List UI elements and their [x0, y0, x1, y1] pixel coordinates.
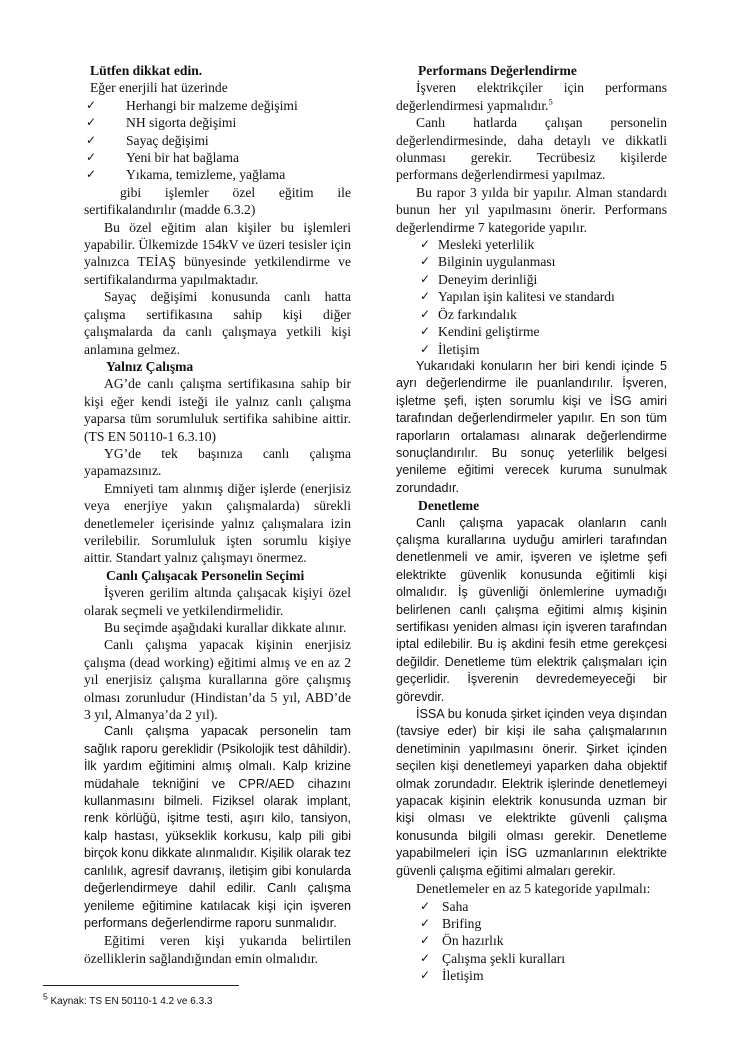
list-item: ✓ Sayaç değişimi: [85, 132, 209, 148]
list-item: ✓ Brifing: [419, 915, 482, 931]
paragraph: Canlı çalışma yapacak personelin tam sağlık raporu gereklidir (Psikolojik test dâhildir). İlk yardım eğitimini almış olmalı. Kalp krizine müdahale tekniğini ve CPR/AED cihazını kullanmasını bilmeli. Fiziksel olarak implant, renk körlüğü, işitme testi, aşırı kilo, tansiyon, kalp hastası, yükseklik korkusu, kalp pili gibi birçok konu dikkate alınmalıdır. Kişilik olarak tez canlılık, agresif davranış, iletişim gibi konularda değerlendirmeye dahil edilir. Canlı çalışma yenileme eğitimine katılacak kişi için işveren performans değerlendirme raporu sunmalıdır.: [84, 724, 351, 930]
paragraph: Denetlemeler en az 5 kategoride yapılmalı:: [416, 881, 651, 897]
paragraph: Canlı çalışma yapacak kişinin enerjisiz çalışma (dead working) eğitimi almış ve en az 2 yıl enerjisiz çalışma kurallarına göre çalışmış olması zorunludur (Hindistan’da 5 yıl, ABD’de 3 yıl, Almanya’da 2 yıl).: [84, 637, 351, 723]
list-item: ✓ Bilginin uygulanması: [419, 254, 556, 270]
paragraph: Canlı hatlarda çalışan personelin değerlendirmesinde, daha detaylı ve dikkatli olunması gerekir. Tecrübesiz kişilerde performans değerlendirmesi yapılmaz.: [396, 115, 667, 183]
checkmark-icon: ✓: [85, 150, 97, 165]
footnote-text: Kaynak: TS EN 50110-1 4.2 ve 6.3.3: [50, 996, 213, 1007]
checkmark-icon: ✓: [419, 933, 431, 948]
checkmark-icon: ✓: [85, 167, 97, 182]
list-item: ✓ Mesleki yeterlilik: [419, 237, 535, 253]
paragraph: AG’de canlı çalışma sertifikasına sahip bir kişi eğer kendi isteği ile yalnız canlı çalışma yaparsa tüm sorumluluk sertifika sahibine aittir. (TS EN 50110-1 6.3.10): [84, 376, 351, 444]
list-item: ✓ İletişim: [419, 341, 480, 357]
checkmark-icon: ✓: [419, 950, 431, 965]
paragraph: Emniyeti tam alınmış diğer işlerde (enerjisiz veya enerjiye yakın çalışmalarda) sürekli denetlemeler içerisinde yalnız çalışmalara izin verilebilir. Sorumluluk işten sorumlu kişiye aittir. Standart yalnız çalışmayı önermez.: [84, 480, 351, 566]
checkmark-icon: ✓: [419, 271, 431, 286]
footnote-ref[interactable]: 5: [548, 96, 553, 107]
list-item: ✓ Ön hazırlık: [419, 933, 504, 949]
attention-heading: Lütfen dikkat edin.: [90, 63, 203, 78]
section-heading: Yalnız Çalışma: [106, 358, 194, 374]
list-item: ✓ İletişim: [419, 968, 484, 984]
list-item: ✓ Kendini geliştirme: [419, 324, 540, 340]
list-item: ✓ Çalışma şekli kuralları: [419, 950, 566, 966]
list-item: ✓ Deneyim derinliği: [419, 271, 538, 287]
footnote-number: 5: [43, 991, 48, 1002]
checkmark-icon: ✓: [419, 306, 431, 321]
paragraph: YG’de tek başınıza canlı çalışma yapamazsınız.: [84, 445, 351, 479]
paragraph: gibi işlemler özel eğitim ile sertifikalandırılır (madde 6.3.2): [84, 184, 351, 218]
checkmark-icon: ✓: [419, 289, 431, 304]
checkmark-icon: ✓: [419, 915, 431, 930]
paragraph: Eğitimi veren kişi yukarıda belirtilen özelliklerin sağlandığından emin olmalıdır.: [84, 933, 351, 966]
list-item: ✓ Herhangi bir malzeme değişimi: [85, 97, 298, 113]
checkmark-icon: ✓: [419, 341, 431, 356]
checkmark-icon: ✓: [85, 132, 97, 147]
list-item: ✓ Öz farkındalık: [419, 306, 517, 322]
left-column: [84, 62, 351, 967]
checkmark-icon: ✓: [419, 898, 431, 913]
paragraph: Bu seçimde aşağıdaki kurallar dikkate alınır.: [104, 620, 347, 635]
list-item: ✓ Yapılan işin kalitesi ve standardı: [419, 289, 615, 305]
list-item: ✓ NH sigorta değişimi: [85, 115, 237, 131]
footnote-divider: [43, 985, 239, 986]
paragraph: İşveren gerilim altında çalışacak kişiyi özel olarak seçmeli ve yetkilendirmelidir.: [84, 585, 351, 618]
attention-list: [84, 97, 351, 184]
checkmark-icon: ✓: [419, 968, 431, 983]
list-item: ✓ Yeni bir hat bağlama: [85, 150, 240, 166]
control-list: [396, 898, 667, 985]
checkmark-icon: ✓: [419, 254, 431, 269]
paragraph: Bu özel eğitim alan kişiler bu işlemleri yapabilir. Ülkemizde 154kV ve üzeri tesisler için yalnızca TEİAŞ bünyesinde yetkilendirme ve sertifikalandırma yapılmaktadır.: [84, 219, 351, 287]
paragraph: Yukarıdaki konuların her biri kendi içinde 5 ayrı değerlendirme ile puanlandırılır. İşveren, işletme şefi, işten sorumlu kişi ve İSG amiri tarafından değerlendirmeler yapılır. En son tüm raporların ortalaması alınarak değerlendirme sonuçlandırılır. Bu sonuç yeterlilik belgesi yenileme eğitimi verecek kuruma sunulmak zorundadır.: [396, 358, 667, 495]
checkmark-icon: ✓: [419, 237, 431, 252]
paragraph: İSSA bu konuda şirket içinden veya dışından (tavsiye eder) bir kişi ile saha çalışmalarının denetiminin yapılmasını önerir. Şirket içinden seçilen kişi denetlemeyi yaparken daha objektif olmak zorundadır. Elektrik işlerinde denetlemeyi yapacak kişinin elektrik konusunda uzman bir kişi olması ve elektrikte güvenli çalışma konusunda bilgili olması gerekir. Denetleme yapabilmeleri için İSG uzmanlarının elektrikte güvenli çalışma eğitimi almaları gerekir.: [396, 707, 667, 878]
checkmark-icon: ✓: [85, 115, 97, 130]
list-item: ✓ Saha: [419, 898, 469, 914]
paragraph: Canlı çalışma yapacak olanların canlı çalışma kurallarına uyduğu amirleri tarafından denetlenmeli ve amir, işveren ve işletme şefi elektrikte güvenlik konusunda eğitimli kişi olmalıdır. İş güvenliği önlemlerine uymadığı belirlenen canlı çalışma eğitimi almış kişinin sertifikası yeniden alması için işveren tarafından iptal edilebilir. Bu iş akdini fesih etme gerekçesi değildir. Denetleme tüm elektrik çalışmaları için geçerlidir. İşverenin devredemeyeceği bir görevdir.: [396, 515, 667, 704]
attention-intro: Eğer enerjili hat üzerinde: [90, 80, 228, 96]
section-heading: Performans Değerlendirme: [418, 63, 577, 78]
paragraph: Sayaç değişimi konusunda canlı hatta çalışma sertifikasına sahip kişi diğer çalışmalarda da canlı çalışmaya yetkili kişi anlamına gelmez.: [84, 289, 351, 357]
checkmark-icon: ✓: [419, 324, 431, 339]
paragraph: Bu rapor 3 yılda bir yapılır. Alman standardı bunun her yıl yapılmasını önerir. Performans değerlendirme 7 kategoride yapılır.: [396, 184, 667, 235]
paragraph: İşveren elektrikçiler için performans değerlendirmesi yapmalıdır.$^5$: [396, 80, 667, 113]
list-item: ✓ Yıkama, temizleme, yağlama: [85, 167, 286, 183]
performance-list: [396, 236, 667, 358]
footnote: [43, 993, 212, 1010]
section-heading: Denetleme: [418, 498, 480, 514]
section-heading: Canlı Çalışacak Personelin Seçimi: [106, 567, 305, 583]
right-column: [396, 62, 667, 985]
checkmark-icon: ✓: [85, 97, 97, 112]
